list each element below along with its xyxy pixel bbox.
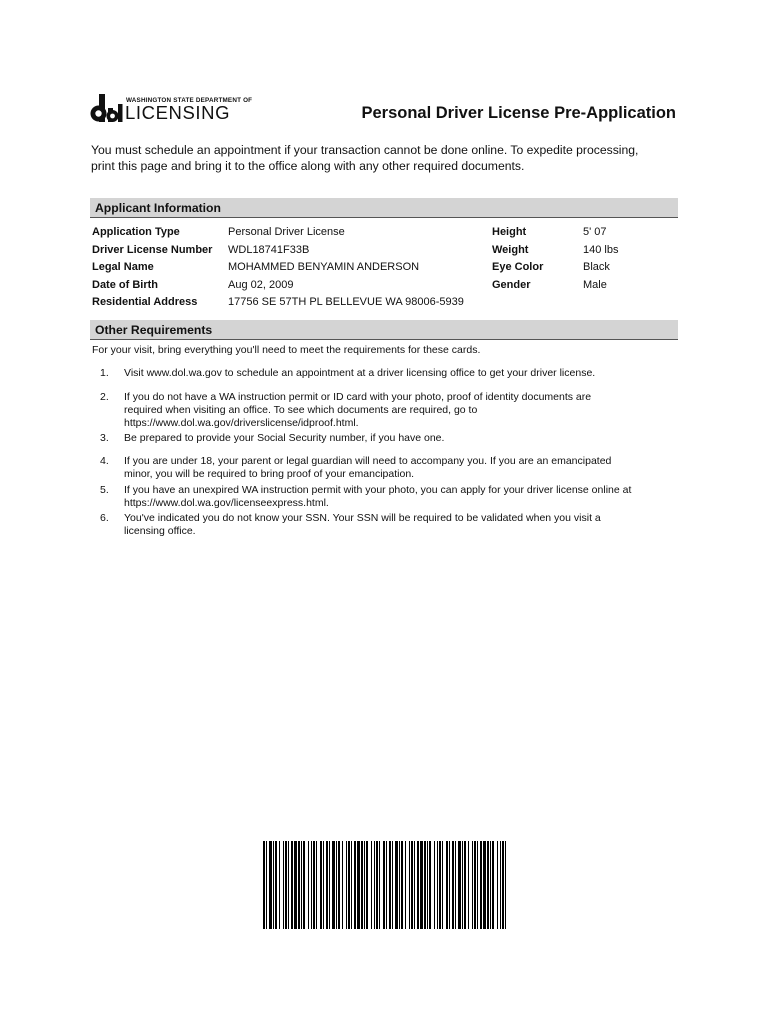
intro-line-1: You must schedule an appointment if your transaction cannot be done online. To expedite processing, <box>91 143 639 157</box>
requirement-line: Be prepared to provide your Social Security number, if you have one. <box>124 432 445 444</box>
requirement-number: 3. <box>100 432 109 444</box>
other-requirements-header: Other Requirements <box>90 320 678 340</box>
barcode-icon <box>263 841 507 929</box>
dob-value: Aug 02, 2009 <box>228 279 294 291</box>
requirement-number: 1. <box>100 367 109 379</box>
requirements-intro: For your visit, bring everything you'll need to meet the requirements for these cards. <box>92 344 481 356</box>
eye-color-label: Eye Color <box>492 261 544 273</box>
requirement-number: 6. <box>100 512 109 524</box>
application-type-label: Application Type <box>92 226 180 238</box>
legal-name-label: Legal Name <box>92 261 154 273</box>
requirement-line: If you have an unexpired WA instruction permit with your photo, you can apply for your driver license online at <box>124 484 632 496</box>
eye-color-value: Black <box>583 261 610 273</box>
legal-name-value: MOHAMMED BENYAMIN ANDERSON <box>228 261 420 273</box>
height-value: 5' 07 <box>583 226 607 238</box>
applicant-information-header: Applicant Information <box>90 198 678 218</box>
requirement-line: licensing office. <box>124 524 196 537</box>
page-title: Personal Driver License Pre-Application <box>361 104 676 122</box>
logo-department-text: WASHINGTON STATE DEPARTMENT OF <box>126 97 253 104</box>
intro-paragraph <box>91 142 681 174</box>
requirement-number: 4. <box>100 455 109 467</box>
requirement-line: minor, you will be required to bring proof of your emancipation. <box>124 467 415 480</box>
requirement-line: If you do not have a WA instruction permit or ID card with your photo, proof of identity documents are <box>124 391 592 403</box>
requirement-line: If you are under 18, your parent or legal guardian will need to accompany you. If you are an emancipated <box>124 455 612 467</box>
dol-logo <box>90 94 253 126</box>
weight-value: 140 lbs <box>583 244 619 256</box>
logo-licensing-text: LICENSING <box>125 102 231 123</box>
address-label: Residential Address <box>92 296 198 308</box>
requirement-line: https://www.dol.wa.gov/licenseexpress.html. <box>124 496 329 509</box>
requirement-line: https://www.dol.wa.gov/driverslicense/idproof.html. <box>124 416 359 429</box>
requirement-line: Visit www.dol.wa.gov to schedule an appointment at a driver licensing office to get your driver license. <box>124 367 596 379</box>
application-type-value: Personal Driver License <box>228 226 345 238</box>
requirement-line: You've indicated you do not know your SSN. Your SSN will be required to be validated when you visit a <box>124 512 601 524</box>
address-value: 17756 SE 57TH PL BELLEVUE WA 98006-5939 <box>228 296 464 308</box>
license-number-label: Driver License Number <box>92 244 213 256</box>
weight-label: Weight <box>492 244 529 256</box>
requirement-number: 5. <box>100 484 109 496</box>
intro-line-2: print this page and bring it to the office along with any other required documents. <box>91 159 525 173</box>
height-label: Height <box>492 226 527 238</box>
requirement-number: 2. <box>100 391 109 403</box>
gender-label: Gender <box>492 279 531 291</box>
dol-logo-mark-icon <box>90 94 124 124</box>
dob-label: Date of Birth <box>92 279 158 291</box>
requirement-line: required when visiting an office. To see which documents are required, go to <box>124 403 478 416</box>
gender-value: Male <box>583 279 607 291</box>
license-number-value: WDL18741F33B <box>228 244 310 256</box>
